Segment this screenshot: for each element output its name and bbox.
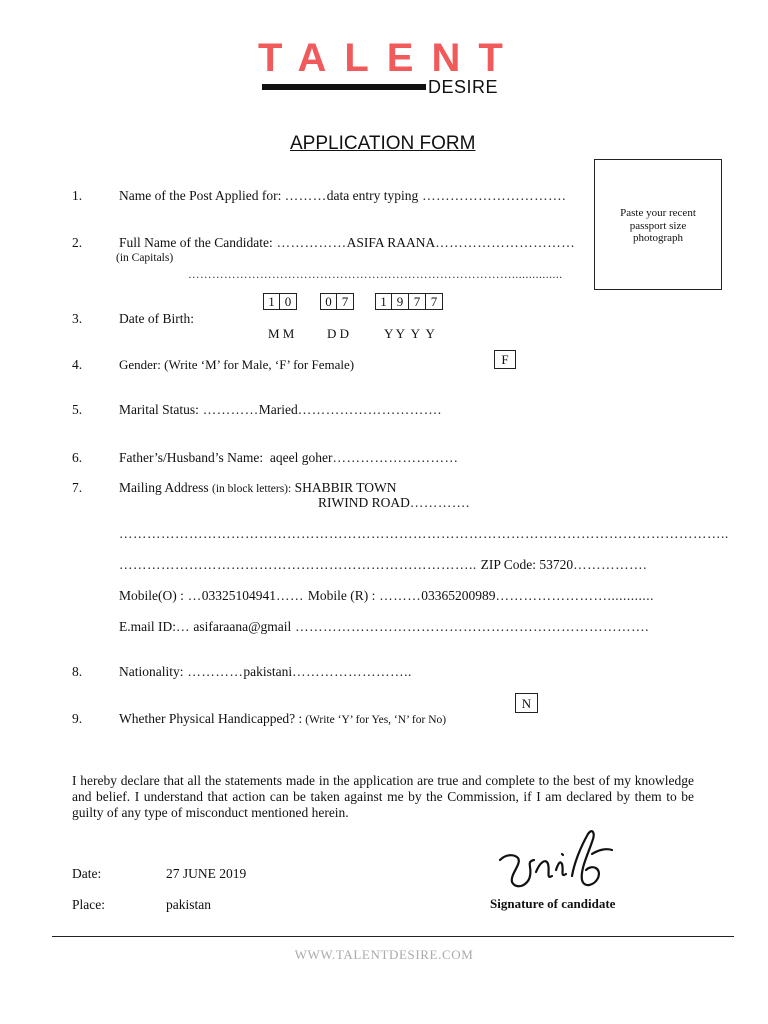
dob-mm-label: M M bbox=[268, 326, 295, 341]
address-note: (in block letters): bbox=[212, 483, 292, 495]
item-number: 8. bbox=[72, 664, 83, 679]
post-applied-value: data entry typing bbox=[326, 188, 419, 203]
dob-digit: 0 bbox=[280, 293, 297, 310]
full-name-row bbox=[119, 235, 575, 251]
mobile-office-label: Mobile(O) : bbox=[119, 588, 184, 603]
item-number: 9. bbox=[72, 711, 83, 726]
dots: ………………………………………………………………….. bbox=[119, 557, 481, 572]
footer-divider bbox=[52, 936, 734, 937]
item-number: 2. bbox=[72, 235, 83, 250]
signature-label: Signature of candidate bbox=[490, 896, 616, 911]
marital-label: Marital Status: bbox=[119, 402, 199, 417]
zip-value: 53720 bbox=[536, 557, 574, 572]
mobile-row bbox=[119, 588, 654, 604]
dob-label: Date of Birth: bbox=[119, 311, 194, 326]
footer-website: WWW.TALENTDESIRE.COM bbox=[294, 947, 474, 962]
dots: ………… bbox=[198, 402, 259, 417]
mobile-office-value: 03325104941 bbox=[201, 588, 276, 603]
item-number: 4. bbox=[72, 357, 83, 372]
mobile-residence-value: 03365200989 bbox=[421, 588, 496, 603]
dots: ………………………… bbox=[435, 235, 576, 250]
dob-dd-label: D D bbox=[327, 326, 350, 341]
dob-digit: 1 bbox=[375, 293, 392, 310]
dots: ………… bbox=[183, 664, 244, 679]
dob-yyyy-label: Y Y Y Y bbox=[384, 326, 435, 341]
dob-digit: 7 bbox=[337, 293, 354, 310]
address-line2-row bbox=[318, 495, 470, 511]
address-line1: SHABBIR TOWN bbox=[291, 480, 397, 495]
nationality-value: pakistani bbox=[243, 664, 293, 679]
address-label: Mailing Address bbox=[119, 480, 209, 495]
dob-day-boxes bbox=[320, 293, 354, 310]
dots: ……………………… bbox=[332, 450, 459, 465]
father-name-row bbox=[119, 450, 458, 466]
dob-digit: 1 bbox=[263, 293, 280, 310]
marital-value: Maried bbox=[258, 402, 298, 417]
dob-digit: 9 bbox=[392, 293, 409, 310]
handwritten-signature bbox=[496, 824, 614, 896]
dots: ……………………............ bbox=[495, 588, 654, 603]
dots: … bbox=[183, 588, 202, 603]
capitals-note: (in Capitals) bbox=[116, 252, 174, 264]
gender-box: F bbox=[494, 350, 516, 369]
date-value: 27 JUNE 2019 bbox=[166, 866, 247, 881]
full-name-label: Full Name of the Candidate: bbox=[119, 235, 273, 250]
dob-month-boxes bbox=[263, 293, 297, 310]
declaration-text: I hereby declare that all the statements made in the application are true and complete to the best of my knowledge and belief. I understand that action can be taken against me by the Commission, if I am declared by them to be guilty of any type of misconduct mentioned herein. bbox=[72, 773, 694, 820]
place-value: pakistan bbox=[166, 897, 211, 912]
dob-digit: 7 bbox=[409, 293, 426, 310]
dots: …………………………. bbox=[418, 188, 566, 203]
email-row bbox=[119, 619, 649, 635]
dots: …………. bbox=[409, 495, 470, 510]
item-number: 5. bbox=[72, 402, 83, 417]
nationality-label: Nationality: bbox=[119, 664, 184, 679]
dots: …………………………. bbox=[297, 402, 442, 417]
dob-digit: 0 bbox=[320, 293, 337, 310]
dob-digit: 7 bbox=[426, 293, 443, 310]
dots: …… bbox=[276, 588, 308, 603]
dots: ……………. bbox=[573, 557, 647, 572]
dots: …………… bbox=[272, 235, 347, 250]
mobile-residence-label: Mobile (R) : bbox=[307, 588, 376, 603]
zip-row bbox=[119, 557, 647, 573]
logo-subtitle: DESIRE bbox=[428, 77, 499, 97]
item-number: 1. bbox=[72, 188, 83, 203]
email-value: asifaraana@gmail bbox=[190, 619, 292, 634]
handicapped-box: N bbox=[515, 693, 538, 713]
logo-bar bbox=[262, 84, 426, 90]
item-number: 3. bbox=[72, 311, 83, 326]
handicapped-label: Whether Physical Handicapped? : bbox=[119, 711, 303, 726]
address-line2: RIWIND ROAD bbox=[318, 495, 410, 510]
dots: ……… bbox=[375, 588, 422, 603]
handicapped-note: (Write ‘Y’ for Yes, ‘N’ for No) bbox=[302, 714, 447, 726]
dots: ……… bbox=[284, 188, 327, 203]
form-title: APPLICATION FORM bbox=[290, 133, 476, 154]
date-label: Date: bbox=[72, 866, 102, 881]
dots: … bbox=[176, 619, 190, 634]
handicapped-row bbox=[119, 711, 446, 728]
father-name-label: Father’s/Husband’s Name: bbox=[119, 450, 264, 465]
nationality-row bbox=[119, 664, 412, 680]
place-label: Place: bbox=[72, 897, 105, 912]
post-applied-label: Name of the Post Applied for: bbox=[119, 188, 282, 203]
photo-instruction: Paste your recent passport size photograph bbox=[620, 207, 696, 244]
item-number: 7. bbox=[72, 480, 83, 495]
full-name-value: ASIFA RAANA bbox=[346, 235, 436, 250]
zip-label: ZIP Code: bbox=[480, 557, 536, 572]
email-label: E.mail ID: bbox=[119, 619, 176, 634]
post-applied-row bbox=[119, 188, 566, 204]
father-name-value: aqeel goher bbox=[263, 450, 333, 465]
logo-wordmark: TALENT bbox=[258, 36, 521, 80]
full-name-continuation: ………………………………………………………………………............... bbox=[188, 269, 563, 281]
dob-year-boxes bbox=[375, 293, 443, 310]
address-blank-line: ………………………………………………………………………………………………………………….. bbox=[119, 526, 729, 541]
item-number: 6. bbox=[72, 450, 83, 465]
dots: …………………………………………………………………. bbox=[291, 619, 650, 634]
marital-row bbox=[119, 402, 442, 418]
gender-label: Gender: (Write ‘M’ for Male, ‘F’ for Female) bbox=[119, 357, 355, 372]
dots: …………………….. bbox=[292, 664, 412, 679]
